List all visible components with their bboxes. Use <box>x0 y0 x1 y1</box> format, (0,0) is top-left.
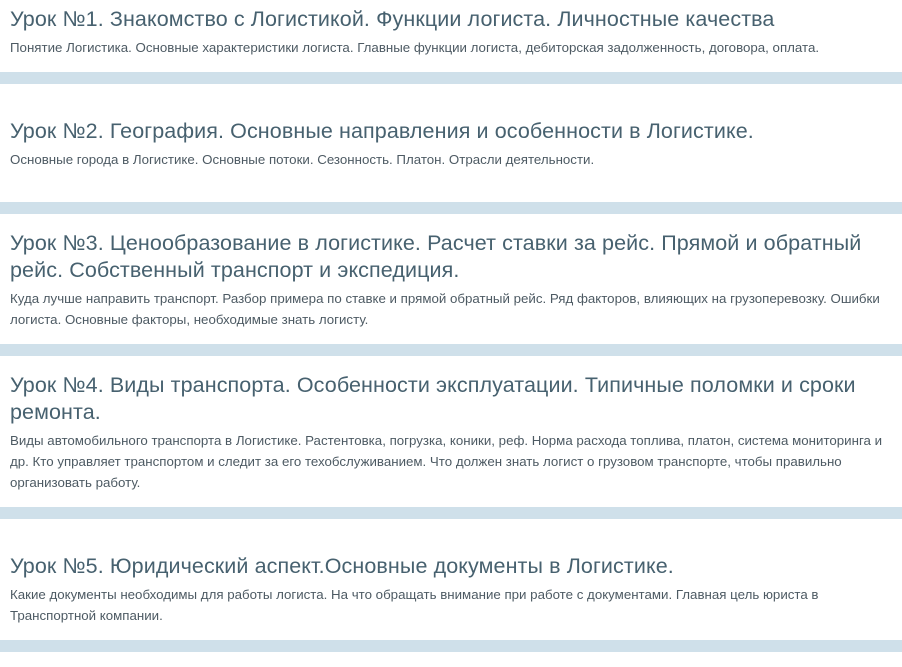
spacer <box>0 356 902 372</box>
lesson-item <box>0 6 902 58</box>
spacer <box>0 100 902 118</box>
lesson-title: Урок №5. Юридический аспект.Основные документы в Логистике. <box>10 554 674 578</box>
lesson-title: Урок №4. Виды транспорта. Особенности эксплуатации. Типичные поломки и сроки ремонта. <box>10 373 856 424</box>
spacer <box>0 84 902 100</box>
spacer <box>0 184 902 202</box>
spacer <box>0 493 902 507</box>
section-divider <box>0 72 902 84</box>
spacer <box>0 519 902 535</box>
lesson-description: Куда лучше направить транспорт. Разбор примера по ставке и прямой обратный рейс. Ряд факторов, влияющих на грузоперевозку. Ошибки логиста. Основные факторы, необходимые знать логисту. <box>10 291 880 327</box>
lesson-description: Понятие Логистика. Основные характеристики логиста. Главные функции логиста, дебиторская задолженность, договора, оплата. <box>10 40 820 55</box>
spacer <box>0 170 902 184</box>
section-divider <box>0 640 902 652</box>
lesson-description: Какие документы необходимы для работы логиста. На что обращать внимание при работе с документами. Главная цель юриста в Транспортной компании. <box>10 587 819 623</box>
lesson-title: Урок №3. Ценообразование в логистике. Расчет ставки за рейс. Прямой и обратный рейс. Собственный транспорт и экспедиция. <box>10 231 862 282</box>
lesson-title: Урок №2. География. Основные направления и особенности в Логистике. <box>10 119 754 143</box>
lesson-item <box>0 553 902 626</box>
lesson-description: Виды автомобильного транспорта в Логистике. Растентовка, погрузка, коники, реф. Норма расхода топлива, платон, система мониторинга и др. Кто управляет транспортом и следит за его техобслуживанием. Что должен знать логист о грузовом транспорте, чтобы правильно организовать работу. <box>10 433 883 490</box>
spacer <box>0 214 902 230</box>
section-divider <box>0 202 902 214</box>
spacer <box>0 626 902 640</box>
lesson-item <box>0 230 902 330</box>
lesson-item <box>0 372 902 493</box>
spacer <box>0 330 902 344</box>
section-divider <box>0 507 902 519</box>
spacer <box>0 535 902 553</box>
lesson-description: Основные города в Логистике. Основные потоки. Сезонность. Платон. Отрасли деятельности. <box>10 152 595 167</box>
lesson-title: Урок №1. Знакомство с Логистикой. Функции логиста. Личностные качества <box>10 7 775 31</box>
spacer <box>0 58 902 72</box>
section-divider <box>0 344 902 356</box>
lesson-item <box>0 118 902 170</box>
